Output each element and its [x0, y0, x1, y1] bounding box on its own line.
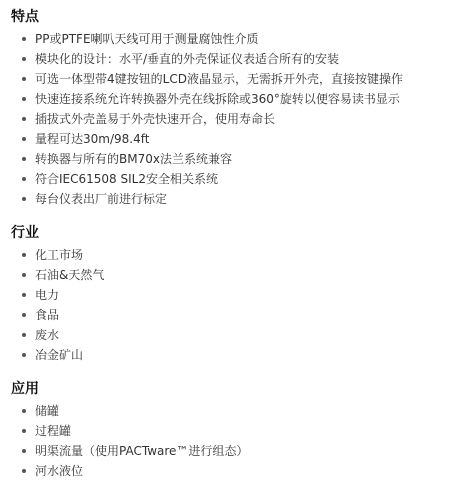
- bullet-icon: [22, 333, 26, 337]
- list-item-text: 每台仪表出厂前进行标定: [35, 192, 168, 206]
- bullet-icon: [22, 293, 26, 297]
- bullet-icon: [22, 409, 26, 413]
- bullet-icon: [22, 37, 26, 41]
- bullet-icon: [22, 273, 26, 277]
- list-item: [22, 189, 476, 209]
- section-spacer: [11, 209, 476, 223]
- list-item: [22, 461, 476, 481]
- list-item: [22, 109, 476, 129]
- bullet-icon: [22, 97, 26, 101]
- industries-list: [11, 245, 476, 365]
- list-item-text: 储罐: [35, 404, 60, 418]
- section-features: [11, 7, 476, 209]
- list-item: [22, 421, 476, 441]
- bullet-icon: [22, 353, 26, 357]
- bullet-icon: [22, 449, 26, 453]
- section-title-applications: 应用: [11, 381, 39, 397]
- list-item: [22, 305, 476, 325]
- section-spacer: [11, 365, 476, 379]
- section-applications: [11, 379, 476, 481]
- list-item-text: 化工市场: [35, 248, 84, 262]
- list-item: [22, 49, 476, 69]
- list-item-text: 明渠流量（使用PACTware™进行组态）: [35, 444, 249, 458]
- list-item-text: 模块化的设计：水平/垂直的外壳保证仪表适合所有的安装: [35, 52, 340, 66]
- list-item-text: 过程罐: [35, 424, 72, 438]
- bullet-icon: [22, 469, 26, 473]
- list-item-text: 河水液位: [35, 464, 84, 478]
- list-item: [22, 265, 476, 285]
- bullet-icon: [22, 117, 26, 121]
- list-item-text: 废水: [35, 328, 60, 342]
- list-item: [22, 149, 476, 169]
- list-item-text: PP或PTFE喇叭天线可用于测量腐蚀性介质: [35, 32, 259, 46]
- list-item-text: 快速连接系统允许转换器外壳在线拆除或360°旋转以便容易读书显示: [35, 92, 400, 106]
- section-title-features: 特点: [11, 9, 39, 25]
- list-item: [22, 325, 476, 345]
- list-item-text: 转换器与所有的BM70x法兰系统兼容: [35, 152, 232, 166]
- bullet-icon: [22, 429, 26, 433]
- features-list: [11, 29, 476, 209]
- list-item: [22, 245, 476, 265]
- bullet-icon: [22, 137, 26, 141]
- bullet-icon: [22, 197, 26, 201]
- list-item: [22, 129, 476, 149]
- list-item-text: 量程可达30m/98.4ft: [35, 132, 150, 146]
- list-item-text: 食品: [35, 308, 60, 322]
- bullet-icon: [22, 177, 26, 181]
- list-item-text: 冶金矿山: [35, 348, 84, 362]
- list-item: [22, 89, 476, 109]
- bullet-icon: [22, 253, 26, 257]
- list-item: [22, 285, 476, 305]
- section-title-industries: 行业: [11, 225, 39, 241]
- bullet-icon: [22, 57, 26, 61]
- list-item: [22, 69, 476, 89]
- bullet-icon: [22, 157, 26, 161]
- list-item-text: 石油&天然气: [35, 268, 105, 282]
- list-item: [22, 441, 476, 461]
- list-item: [22, 345, 476, 365]
- list-item-text: 符合IEC61508 SIL2安全相关系统: [35, 172, 218, 186]
- list-item: [22, 401, 476, 421]
- bullet-icon: [22, 313, 26, 317]
- list-item: [22, 169, 476, 189]
- list-item-text: 插拔式外壳盖易于外壳快速开合，使用寿命长: [35, 112, 276, 126]
- list-item-text: 可选一体型带4键按钮的LCD液晶显示，无需拆开外壳，直接按键操作: [35, 72, 403, 86]
- applications-list: [11, 401, 476, 481]
- list-item-text: 电力: [35, 288, 60, 302]
- section-industries: [11, 223, 476, 365]
- bullet-icon: [22, 77, 26, 81]
- list-item: [22, 29, 476, 49]
